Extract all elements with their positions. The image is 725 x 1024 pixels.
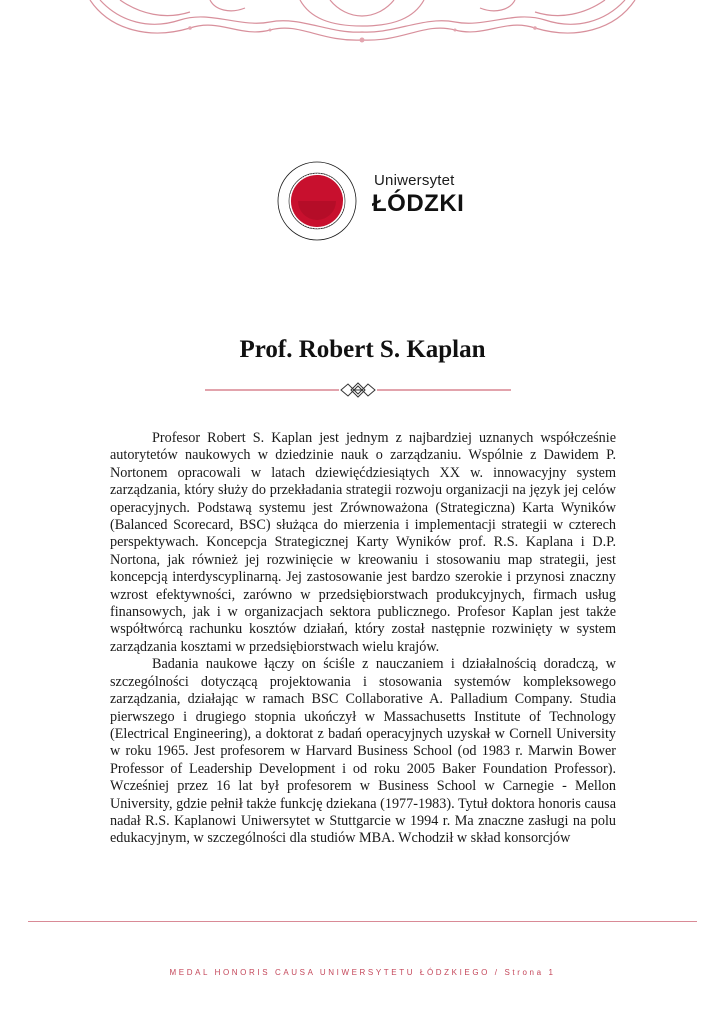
page-title: Prof. Robert S. Kaplan (239, 336, 486, 363)
title-divider (205, 380, 511, 400)
paragraph-2: Badania naukowe łączy on ściśle z nauczaniem i działalnością doradczą, w szczególności dotyczącą projektowania i stosowania systemów kompleksowego zarządzania, działając w ramach BSC Collaborative A. Palladium Company. Studia pierwszego i drugiego stopnia ukończył w Massachusetts Institute of Technology (Electrical Engineering), a doktorat z badań operacyjnych uzyskał w Cornell University w roku 1965. Jest profesorem w Harvard Business School (od 1983 r. Marwin Bower Professor of Leadership Development i od roku 2005 Baker Foundation Professor). Wcześniej przez 16 lat był profesorem w Business School w Carnegie - Mellon University, gdzie pełnił także funkcję dziekana (1977-1983). Tytuł doktora honoris causa nadał R.S. Kaplanowi Uniwersytet w Stuttgarcie w 1994 r. Ma znaczne zasługi na polu edukacyjnym, w szczególności dla studiów MBA. Wchodził w skład konsorcjów (110, 656, 616, 847)
university-seal-icon (276, 160, 358, 242)
divider-ornament-icon (341, 383, 375, 397)
logo-wordmark-line1: Uniwersytet (374, 172, 455, 189)
page-footer: MEDAL HONORIS CAUSA UNIWERSYTETU ŁÓDZKIEGO / Strona 1 (169, 968, 556, 977)
logo-wordmark-line2: ŁÓDZKI (372, 190, 465, 217)
ornament-top-border (0, 0, 725, 48)
footer-divider (28, 921, 697, 922)
university-logo (276, 160, 476, 240)
paragraph-1: Profesor Robert S. Kaplan jest jednym z najbardziej uznanych współcześnie autorytetów naukowych w dziedzinie nauk o zarządzaniu. Wspólnie z Dawidem P. Nortonem opracowali w latach dziewięćdziesiątych XX w. innowacyjny system zarządzania, który służy do przekładania strategii rozwoju organizacji na język jej celów operacyjnych. Podstawą systemu jest Zrównoważona (Strategiczna) Karta Wyników (Balanced Scorecard, BSC) służąca do mierzenia i implementacji strategii w czterech perspektywach. Koncepcja Strategicznej Karty Wyników prof. R.S. Kaplana i D.P. Nortona, jak również jej rozwinięcie w kreowaniu i stosowaniu map strategii, jest koncepcją interdyscyplinarną. Jej zastosowanie jest bardzo szerokie i przynosi znaczny wzrost efektywności, zarówno w przedsiębiorstwach produkcyjnych, firmach usług finansowych, jak i w organizacjach sektora publicznego. Profesor Kaplan jest także współtwórcą rachunku kosztów działań, który został następnie rozwinięty w system zarządzania kosztami w przedsiębiorstwach wielu krajów. (110, 430, 616, 655)
biography-text (110, 430, 616, 848)
